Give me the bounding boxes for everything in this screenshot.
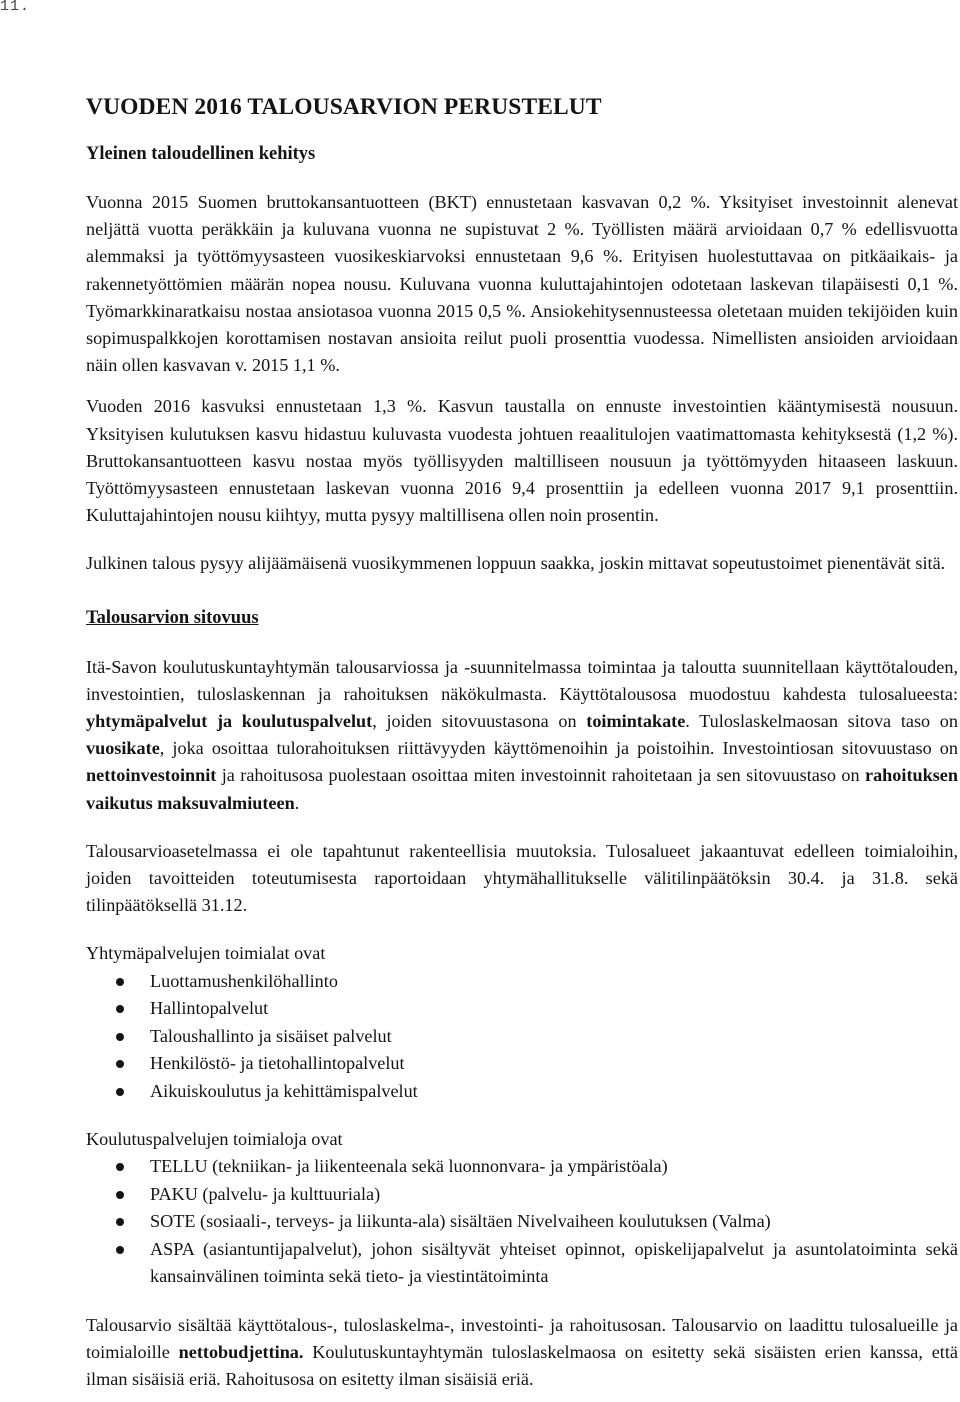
- paragraph-economy-2015-part1: Vuonna 2015 Suomen bruttokansantuotteen (BKT) ennustetaan kasvavan 0,2 %. Yksityiset investoinnit alenevat neljättä vuotta peräkkäin ja kuluvana vuonna ne supistuvat 2 %.: [86, 192, 958, 240]
- list-education-services: [86, 1153, 958, 1291]
- section-heading-economic-development: Yleinen taloudellinen kehitys: [86, 144, 316, 164]
- list-group-services: [86, 968, 958, 1106]
- list-item: [86, 1208, 958, 1236]
- text-run: , joiden sitovuustasona on: [372, 711, 587, 732]
- page-number: 11.: [0, 0, 31, 15]
- bullet-icon: [116, 1218, 124, 1226]
- list-item-text: Henkilöstö- ja tietohallintopalvelut: [150, 1053, 405, 1074]
- list-item: [86, 995, 958, 1023]
- bold-annual-margin: vuosikate: [86, 738, 160, 759]
- bullet-icon: [116, 1060, 124, 1068]
- list-item: [86, 1181, 958, 1209]
- bullet-icon: [116, 1246, 124, 1254]
- list-item: [86, 1236, 958, 1291]
- paragraph-budget-contents: [86, 1312, 958, 1394]
- bold-net-investments: nettoinvestoinnit: [86, 765, 217, 786]
- text-run: . Tuloslaskelmaosan sitova taso on: [685, 711, 958, 732]
- bullet-icon: [116, 1033, 124, 1041]
- paragraph-economy-2015: [86, 189, 958, 379]
- paragraph-public-finance: Julkinen talous pysyy alijäämäisenä vuosikymmenen loppuun saakka, joskin mittavat sopeutustoimet pienentävät sitä.: [86, 553, 946, 574]
- bullet-icon: [116, 1163, 124, 1171]
- paragraph-growth-2016: Vuoden 2016 kasvuksi ennustetaan 1,3 %. Kasvun taustalla on ennuste investointien kääntymisestä nousuun. Yksityisen kulutuksen kasvu hidastuu kuluvasta vuodesta johtuen reaalitulojen vaatimattomasta kehityksestä (1,2 %). Bruttokansantuotteen kasvu nostaa myös työllisyyden maltilliseen nousuun ja työttömyyden hitaaseen laskuun. Työttömyysasteen ennustetaan laskevan vuonna 2016 9,4 prosenttiin ja edelleen vuonna 2017 9,1 prosenttiin. Kuluttajahintojen nousu kiihtyy, mutta pysyy maltillisena ollen noin prosentin.: [86, 396, 958, 526]
- paragraph-economy-2015-part3: Ansiokehitysennusteessa oletetaan muiden tekijöiden kuin sopimuspalkkojen korottamisen nostavan ansioita reilut puoli prosenttia vuodessa. Nimellisten ansioiden arvioidaan näin ollen kasvavan v. 2015 1,1 %.: [86, 300, 959, 376]
- bullet-icon: [116, 1088, 124, 1096]
- list-item-text: PAKU (palvelu- ja kulttuuriala): [150, 1183, 381, 1204]
- list-intro-group-services: Yhtymäpalvelujen toimialat ovat: [86, 943, 326, 964]
- text-run: ja rahoitusosa puolestaan osoittaa miten investoinnit rahoitetaan ja sen sitovuustaso on: [216, 765, 866, 786]
- list-intro-education-services: Koulutuspalvelujen toimialoja ovat: [86, 1129, 343, 1150]
- text-run: , joka osoittaa tulorahoituksen riittävyyden käyttömenoihin ja poistoihin. Investointiosan sitovuustaso on: [159, 738, 958, 759]
- paragraph-economy-2015-part2: Työllisten määrä arvioidaan 0,7 % edellisvuotta alemmaksi ja työttömyysasteen vuosikeskiarvoksi ennustetaan 9,6 %. Erityisen huolestuttavaa on pitkäaikais- ja rakennetyöttömien määrän nopea nousu. Kuluvana vuonna kuluttajahintojen odotetaan laskevan tilapäisesti 0,1 %. Työmarkkinaratkaisu nostaa ansiotasoa vuonna 2015 0,5 %.: [86, 219, 958, 321]
- list-item-text: SOTE (sosiaali-, terveys- ja liikunta-ala) sisältäen Nivelvaiheen koulutuksen (Valma): [150, 1211, 771, 1232]
- list-item: [86, 968, 958, 996]
- paragraph-budget-setup: Talousarvioasetelmassa ei ole tapahtunut rakenteellisia muutoksia. Tulosalueet jakaantuvat edelleen toimialoihin, joiden tavoitteiden toteutumisesta raportoidaan yhtymähallitukselle välitilinpäätöksin 30.4. ja 31.8. sekä tilinpäätöksellä 31.12.: [86, 840, 958, 916]
- text-run: Talousarvio sisältää käyttötalous-, tuloslaskelma-, investointi- ja rahoitusosan. Talousarvio on laadittu tulosalueille ja toimialoille: [86, 1314, 958, 1363]
- list-item-text: Aikuiskoulutus ja kehittämispalvelut: [150, 1080, 418, 1101]
- text-run: .: [294, 792, 300, 813]
- list-item: [86, 1078, 958, 1106]
- list-item-text: TELLU (tekniikan- ja liikenteenala sekä luonnonvara- ja ympäristöala): [150, 1156, 668, 1177]
- text-run: Itä-Savon koulutuskuntayhtymän talousarviossa ja -suunnitelmassa toimintaa ja taloutta suunnitellaan käyttötalouden, investointien, tuloslaskennan ja rahoituksen näkökulmasta. Käyttötalousosa muodostuu kahdesta tulosalueesta:: [86, 656, 958, 704]
- bullet-icon: [116, 1191, 124, 1199]
- paragraph-budget-structure: [86, 654, 958, 817]
- list-item-text: Taloushallinto ja sisäiset palvelut: [150, 1025, 392, 1046]
- document-title: VUODEN 2016 TALOUSARVION PERUSTELUT: [86, 94, 602, 120]
- bullet-icon: [116, 1005, 124, 1013]
- list-item: [86, 1023, 958, 1051]
- list-item-text: Hallintopalvelut: [150, 998, 269, 1019]
- list-item: [86, 1050, 958, 1078]
- list-item-text: ASPA (asiantuntijapalvelut), johon sisältyvät yhteiset opinnot, opiskelijapalvelut ja asuntolatoiminta sekä kansainvälinen toiminta sekä tieto- ja viestintätoiminta: [150, 1238, 958, 1287]
- bold-net-budget: nettobudjettina.: [178, 1342, 304, 1363]
- text-run: Koulutuskuntayhtymän tuloslaskelmaosa on esitetty sekä sisäisten erien kanssa, että ilman sisäisiä eriä. Rahoitusosa on esitetty ilman sisäisiä eriä.: [86, 1342, 958, 1390]
- list-item: [86, 1153, 958, 1181]
- document-body: [86, 92, 958, 1393]
- section-heading-budget-binding: Talousarvion sitovuus: [86, 607, 259, 628]
- bold-result-areas: yhtymäpalvelut ja koulutuspalvelut: [86, 711, 373, 732]
- list-item-text: Luottamushenkilöhallinto: [150, 970, 338, 991]
- bold-liquidity-effect: rahoituksen vaikutus maksuvalmiuteen: [86, 765, 958, 813]
- bullet-icon: [116, 978, 124, 986]
- bold-operating-margin: toimintakate: [586, 711, 686, 732]
